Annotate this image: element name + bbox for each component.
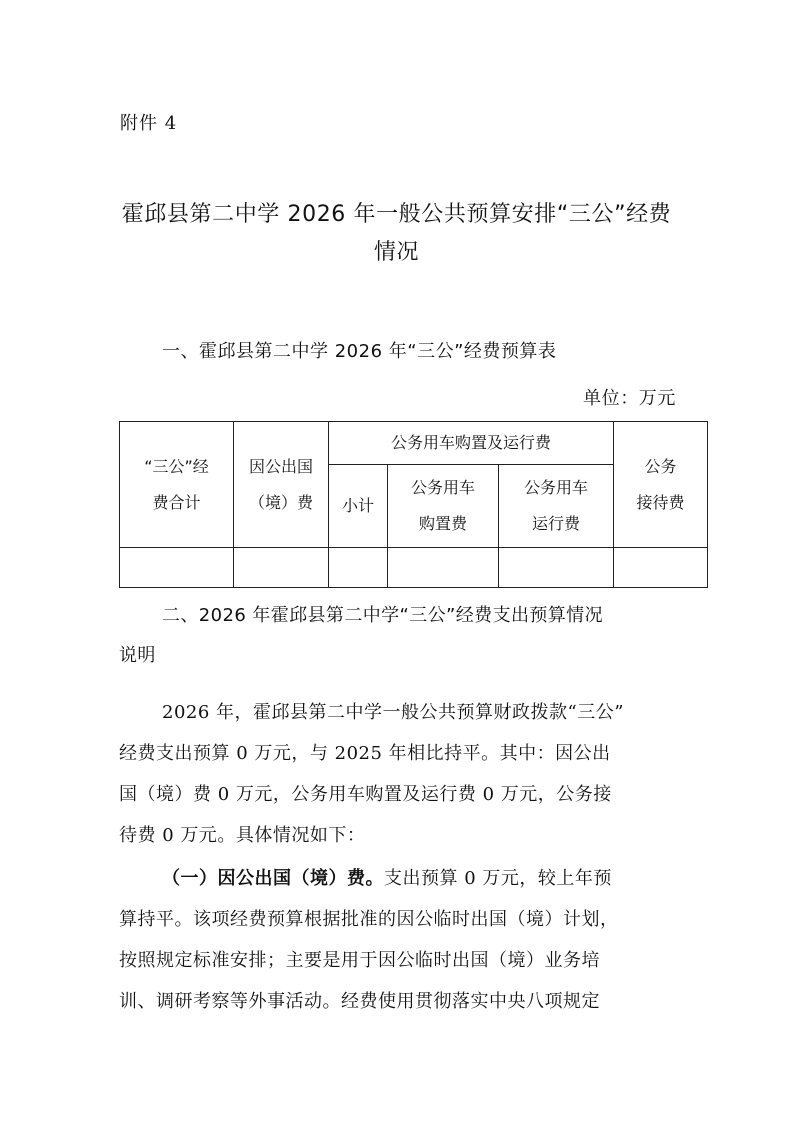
cell-subtotal bbox=[329, 548, 388, 588]
section-two-heading-line-2: 说明 bbox=[119, 645, 156, 666]
attachment-label: 附件 4 bbox=[120, 113, 178, 134]
paragraph-line: 经费支出预算 0 万元，与 2025 年相比持平。其中：因公出 bbox=[119, 743, 611, 764]
header-vehicle-purchase: 公务用车 购置费 bbox=[388, 465, 499, 548]
title-line-1: 霍邱县第二中学 2026 年一般公共预算安排“三公”经费 bbox=[121, 202, 672, 227]
section-one-heading: 一、霍邱县第二中学 2026 年“三公”经费预算表 bbox=[162, 341, 557, 362]
header-abroad: 因公出国 （境）费 bbox=[234, 422, 329, 548]
unit-label: 单位：万元 bbox=[583, 388, 676, 409]
table-header-row-1 bbox=[120, 422, 708, 465]
header-reception: 公务 接待费 bbox=[614, 422, 708, 548]
header-total: “三公”经 费合计 bbox=[120, 422, 234, 548]
paragraph-line: 2026 年，霍邱县第二中学一般公共预算财政拨款“三公” bbox=[162, 702, 624, 723]
header-subtotal: 小计 bbox=[329, 465, 388, 548]
section-two-heading-line-1: 二、2026 年霍邱县第二中学“三公”经费支出预算情况 bbox=[162, 605, 603, 626]
cell-reception bbox=[614, 548, 708, 588]
paragraph-abroad-expense bbox=[119, 858, 679, 1022]
title-line-2: 情况 bbox=[373, 240, 420, 265]
cell-total bbox=[120, 548, 234, 588]
paragraph-line-rest: 支出预算 0 万元，较上年预 bbox=[384, 868, 612, 889]
cell-vehicle-purchase bbox=[388, 548, 499, 588]
header-vehicle-group: 公务用车购置及运行费 bbox=[329, 422, 614, 465]
section-two-heading bbox=[119, 596, 679, 676]
paragraph-line: 按照规定标准安排；主要是用于因公临时出国（境）业务培 bbox=[119, 950, 600, 971]
paragraph-lead: （一）因公出国（境）费。 bbox=[162, 868, 384, 889]
paragraph-overview bbox=[119, 692, 679, 856]
table-row bbox=[120, 548, 708, 588]
three-public-budget-table bbox=[119, 421, 708, 588]
paragraph-line: 算持平。该项经费预算根据批准的因公临时出国（境）计划， bbox=[119, 909, 619, 930]
document-title bbox=[110, 196, 683, 272]
cell-abroad bbox=[234, 548, 329, 588]
paragraph-line: 国（境）费 0 万元，公务用车购置及运行费 0 万元，公务接 bbox=[119, 784, 612, 805]
paragraph-line: 训、调研考察等外事活动。经费使用贯彻落实中央八项规定 bbox=[119, 991, 600, 1012]
cell-vehicle-operation bbox=[499, 548, 614, 588]
paragraph-line: 待费 0 万元。具体情况如下： bbox=[119, 825, 366, 846]
paragraph-line bbox=[119, 858, 679, 899]
header-vehicle-operation: 公务用车 运行费 bbox=[499, 465, 614, 548]
